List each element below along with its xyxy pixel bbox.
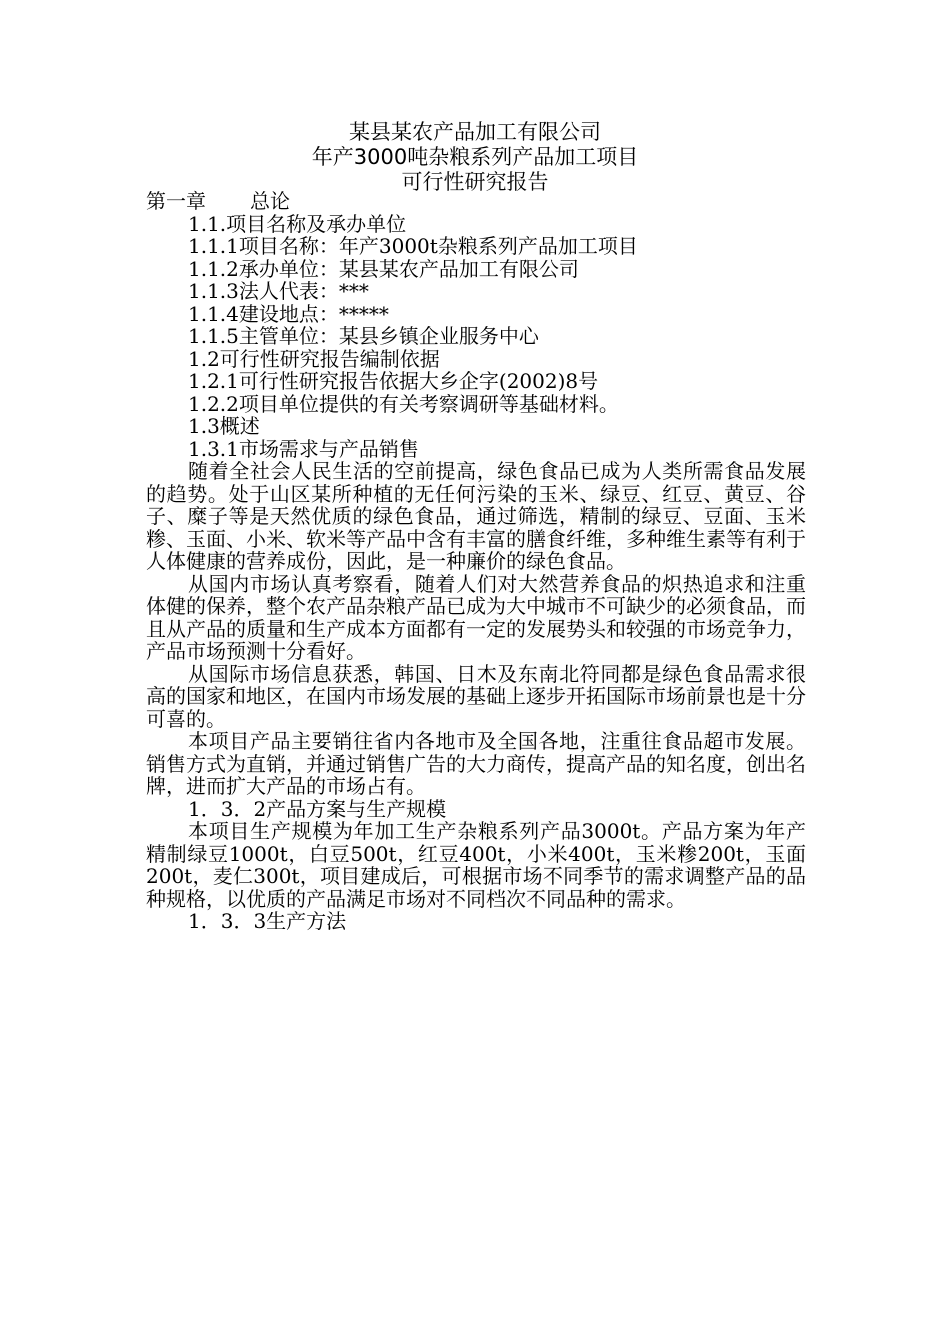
heading-1-3-3: 1．3．3生产方法 — [188, 910, 347, 933]
heading-1-1-3: 1.1.3法人代表：*** — [188, 280, 369, 303]
heading-1-1-2: 1.1.2承办单位：某县某农产品加工有限公司 — [188, 257, 579, 280]
document-title — [0, 120, 950, 195]
heading-1-1: 1.1.项目名称及承办单位 — [188, 212, 407, 235]
title-company: 某县某农产品加工有限公司 — [349, 120, 601, 144]
paragraph-international-market: 从国际市场信息获悉，韩国、日木及东南北符同都是绿色食品需求很高的国家和地区，在国内市场发展的基础上逐步开拓国际市场前景也是十分可喜的。 — [146, 661, 806, 731]
chapter-number: 第一章 — [146, 189, 206, 213]
paragraph-sales-method: 本项目产品主要销往省内各地市及全国各地，注重往食品超市发展。销售方式为直销，并通过销售广告的大力商传，提高产品的知名度，创出名牌，进而扩大产品的市场占有。 — [146, 729, 806, 798]
heading-1-1-4: 1.1.4建设地点：***** — [188, 302, 389, 325]
document-body — [146, 190, 806, 933]
paragraph-production-scale: 本项目生产规模为年加工生产杂粮系列产品3000t。产品方案为年产精制绿豆1000t，白豆500t，红豆400t，小米400t，玉米糁200t，玉面200t，麦仁300t，项目建成后，可根据市场不同季节的需求调整产品的品种规格，以优质的产品满足市场对不同档次不同品种的需求。 — [146, 819, 806, 911]
heading-1-1-5: 1.1.5主管单位：某县乡镇企业服务中心 — [188, 325, 539, 348]
chapter-heading — [146, 190, 806, 213]
heading-1-3: 1.3概述 — [188, 415, 260, 438]
heading-1-3-1: 1.3.1市场需求与产品销售 — [188, 437, 419, 460]
paragraph-domestic-market: 从国内市场认真考察看，随着人们对大然营养食品的炽热追求和注重体健的保养，整个农产品杂粮产品已成为大中城市不可缺少的必须食品，而且从产品的质量和生产成本方面都有一定的发展势头和较强的市场竞争力，产品市场预测十分看好。 — [146, 571, 806, 663]
title-project: 年产3000吨杂粮系列产品加工项目 — [311, 145, 639, 169]
heading-1-2: 1.2可行性研究报告编制依据 — [188, 347, 440, 370]
heading-1-2-2: 1.2.2项目单位提供的有关考察调研等基础材料。 — [188, 392, 619, 415]
title-report: 可行性研究报告 — [401, 170, 549, 194]
paragraph-market-demand: 随着全社会人民生活的空前提高，绿色食品已成为人类所需食品发展的趋势。处于山区某所种植的无任何污染的玉米、绿豆、红豆、黄豆、谷子、糜子等是天然优质的绿色食品，通过筛选，精制的绿豆、豆面、玉米糁、玉面、小米、软米等产品中含有丰富的膳食纤维，多种维生素等有利于人体健康的营养成份，因此，是一种廉价的绿色食品。 — [146, 459, 806, 573]
heading-1-2-1: 1.2.1可行性研究报告依据大乡企字(2002)8号 — [188, 370, 599, 393]
heading-1-3-2: 1．3．2产品方案与生产规模 — [188, 797, 447, 820]
chapter-name: 总论 — [250, 189, 290, 213]
heading-1-1-1: 1.1.1项目名称：年产3000t杂粮系列产品加工项目 — [188, 235, 638, 258]
